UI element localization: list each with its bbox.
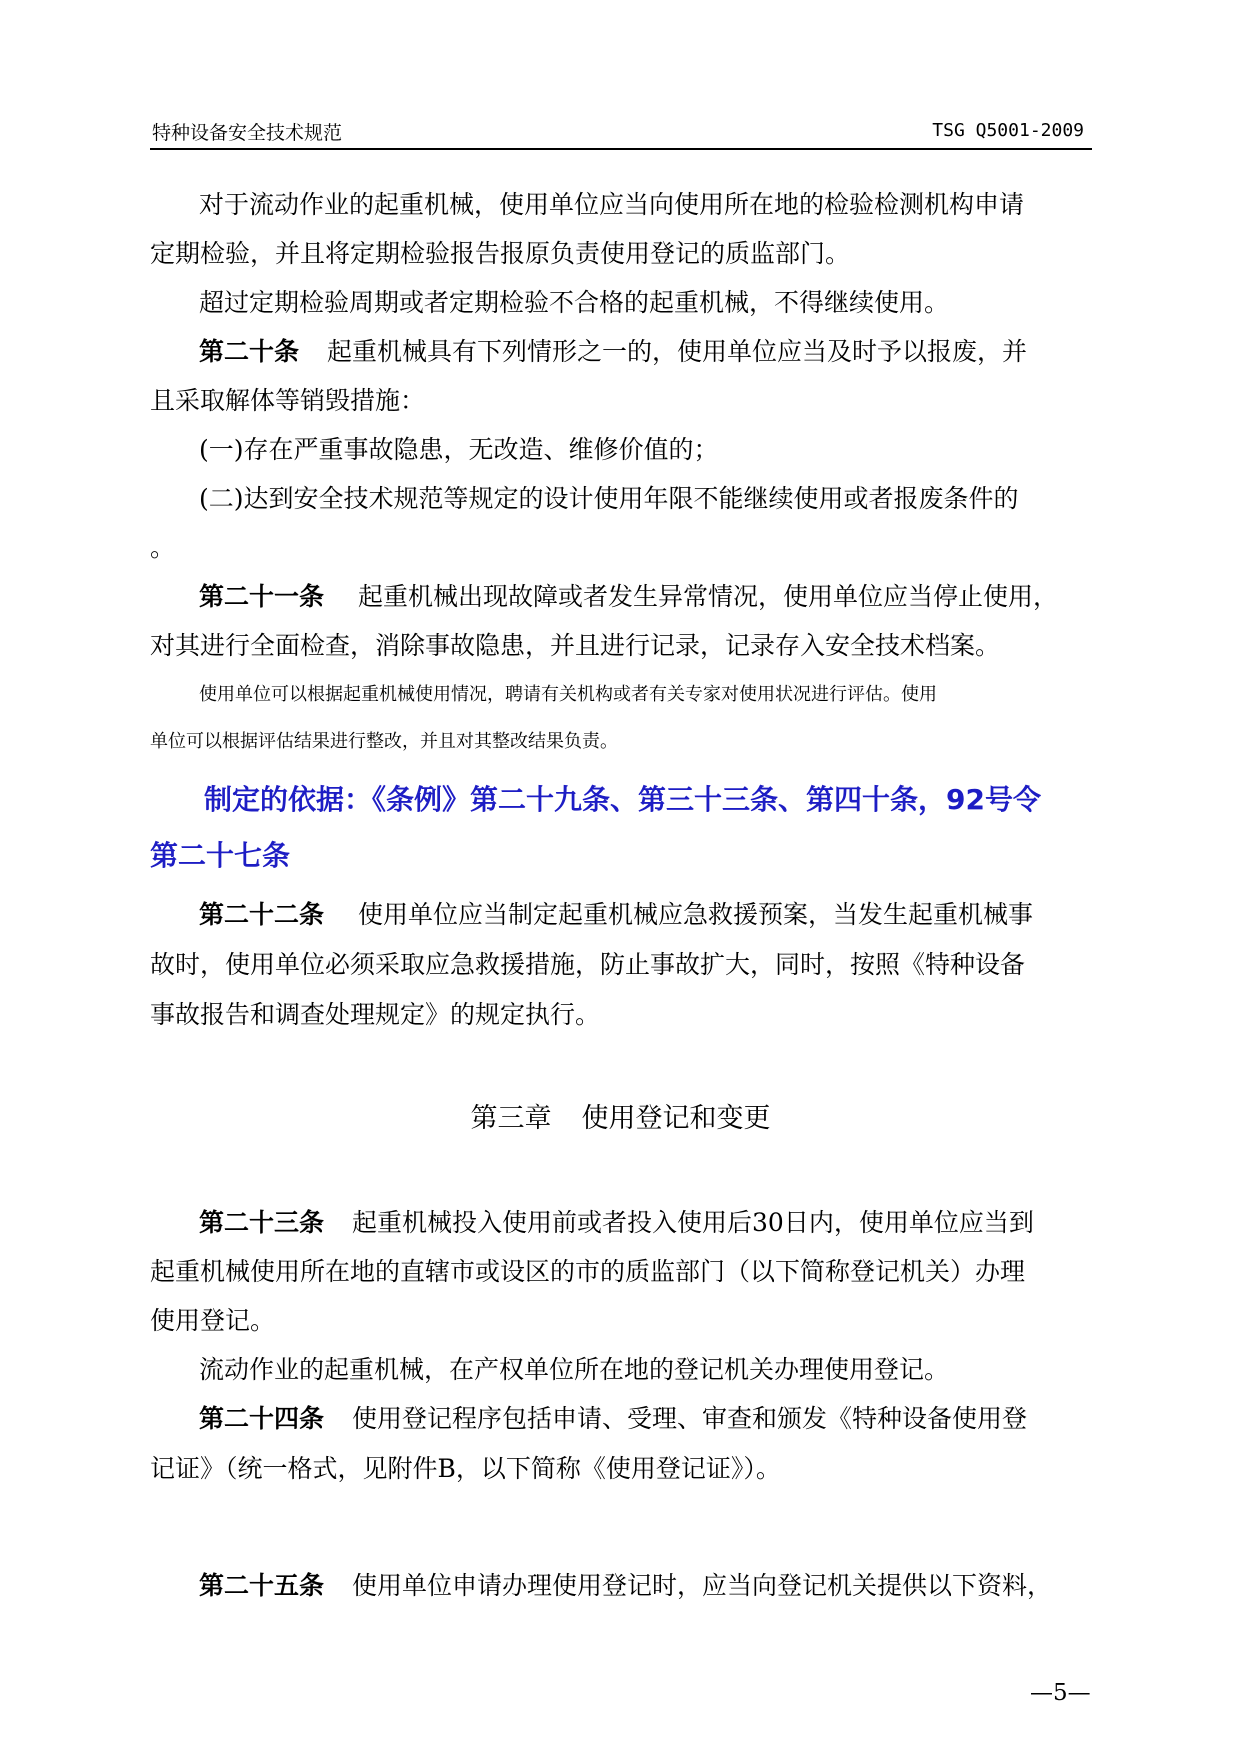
- article-23-text: 起重机械投入使用前或者投入使用后30日内，使用单位应当到: [352, 1208, 1034, 1237]
- article-20-title: 第二十条: [199, 337, 300, 366]
- note-line: 单位可以根据评估结果进行整改，并且对其整改结果负责。: [150, 731, 618, 752]
- header-spec-title: 特种设备安全技术规范: [152, 122, 343, 144]
- paragraph-line: 且采取解体等销毁措施：: [150, 386, 426, 415]
- article-22-line: [199, 895, 1033, 931]
- paragraph-line: 记证》（统一格式，见附件B，以下简称《使用登记证》）。: [150, 1454, 781, 1483]
- paragraph-line: 流动作业的起重机械，在产权单位所在地的登记机关办理使用登记。: [199, 1355, 950, 1384]
- paragraph-line: 起重机械使用所在地的直辖市或设区的市的质监部门（以下简称登记机关）办理: [150, 1257, 1026, 1286]
- chapter-heading: [0, 1096, 1241, 1135]
- paragraph-line: 对于流动作业的起重机械，使用单位应当向使用所在地的检验检测机构申请: [199, 190, 1025, 219]
- article-23-title: 第二十三条: [199, 1208, 325, 1237]
- paragraph-line: 故时，使用单位必须采取应急救援措施，防止事故扩大，同时，按照《特种设备: [150, 950, 1026, 979]
- paragraph-line: 超过定期检验周期或者定期检验不合格的起重机械，不得继续使用。: [199, 288, 950, 317]
- article-20-line: [199, 332, 1027, 368]
- paragraph-line: 定期检验，并且将定期检验报告报原负责使用登记的质监部门。: [150, 239, 851, 268]
- paragraph-line: 使用登记。: [150, 1306, 276, 1335]
- article-21-text: 起重机械出现故障或者发生异常情况，使用单位应当停止使用，: [358, 582, 1059, 611]
- chapter-number: 第三章: [470, 1103, 552, 1134]
- chapter-title: 使用登记和变更: [581, 1103, 771, 1134]
- paragraph-line: 对其进行全面检查，消除事故隐患，并且进行记录，记录存入安全技术档案。: [150, 631, 1001, 660]
- article-24-title: 第二十四条: [199, 1404, 325, 1433]
- list-item: (一)存在严重事故隐患，无改造、维修价值的；: [199, 435, 719, 464]
- article-22-title: 第二十二条: [199, 900, 325, 929]
- article-24-text: 使用登记程序包括申请、受理、审查和颁发《特种设备使用登: [352, 1404, 1028, 1433]
- article-22-text: 使用单位应当制定起重机械应急救援预案，当发生起重机械事: [358, 900, 1034, 929]
- note-line: 使用单位可以根据起重机械使用情况，聘请有关机构或者有关专家对使用状况进行评估。使用: [199, 684, 937, 705]
- article-25-text: 使用单位申请办理使用登记时，应当向登记机关提供以下资料，: [352, 1571, 1053, 1600]
- basis-line: 第二十七条: [150, 839, 291, 872]
- list-item: (二)达到安全技术规范等规定的设计使用年限不能继续使用或者报废条件的: [199, 484, 1019, 513]
- article-21-line: [199, 577, 1058, 613]
- article-24-line: [199, 1399, 1027, 1435]
- page-header: [150, 112, 1092, 150]
- article-25-line: [199, 1566, 1052, 1602]
- article-21-title: 第二十一条: [199, 582, 325, 611]
- paragraph-line: 事故报告和调查处理规定》的规定执行。: [150, 1000, 601, 1029]
- article-20-text: 起重机械具有下列情形之一的，使用单位应当及时予以报废，并: [327, 337, 1028, 366]
- page-number: —5—: [1030, 1680, 1091, 1706]
- header-spec-code: TSG Q5001-2009: [932, 120, 1084, 141]
- article-25-title: 第二十五条: [199, 1571, 325, 1600]
- paragraph-line: 。: [150, 533, 176, 562]
- article-23-line: [199, 1203, 1034, 1239]
- basis-line: 制定的依据：《条例》第二十九条、第三十三条、第四十条，92号令: [204, 783, 1041, 816]
